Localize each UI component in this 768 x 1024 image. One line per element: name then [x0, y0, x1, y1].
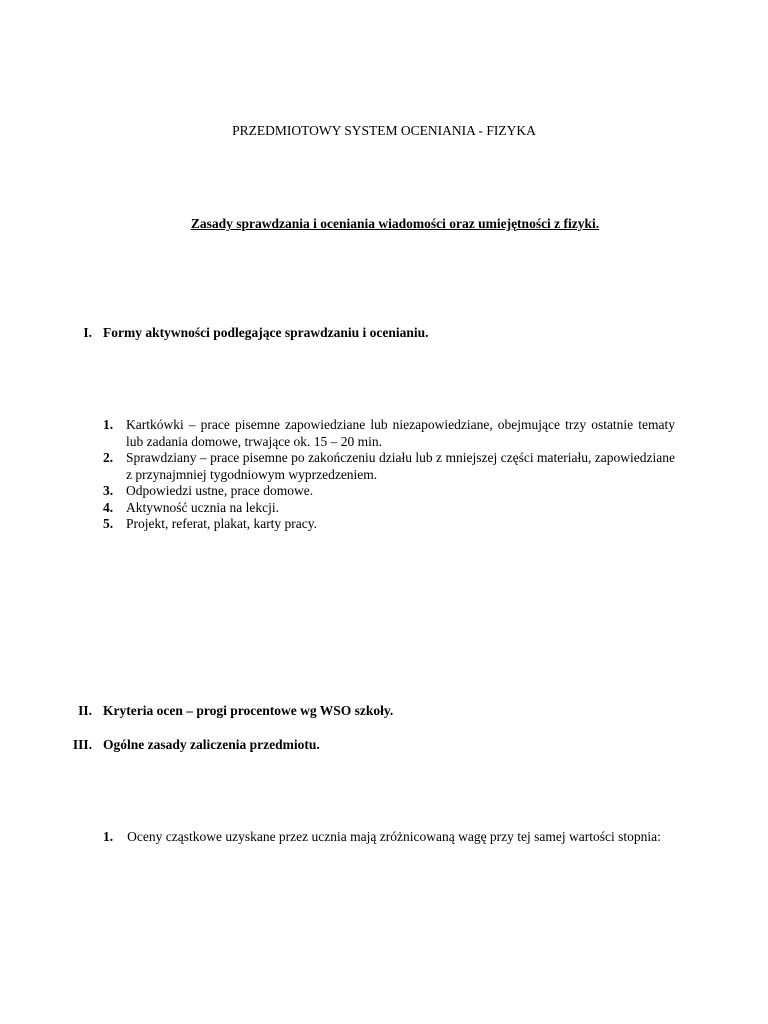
list-item-text: Odpowiedzi ustne, prace domowe.: [126, 483, 314, 498]
section-number: II.: [78, 703, 92, 718]
list-item: [103, 417, 675, 450]
list-item-number: 1.: [103, 417, 114, 432]
list-item-number: 4.: [103, 499, 114, 515]
list-item-text: Aktywność ucznia na lekcji.: [126, 499, 279, 515]
list-item-number: 5.: [103, 516, 114, 531]
list-item-number: 2.: [103, 450, 114, 465]
section-title: Ogólne zasady zaliczenia przedmiotu.: [103, 737, 320, 752]
list-item-text: Sprawdziany – prace pisemne po zakończeniu działu lub z mniejszej części materiału, zapowiedziane z przynajmniej tygodniowym wyprzedzeniem.: [126, 450, 675, 482]
document-subtitle: Zasady sprawdzania i oceniania wiadomości oraz umiejętności z fizyki.: [190, 216, 600, 231]
section-number: I.: [83, 325, 92, 340]
section-title: Formy aktywności podlegające sprawdzaniu i ocenianiu.: [103, 325, 429, 340]
paragraph-number: 1.: [103, 829, 114, 844]
paragraph-text: Oceny cząstkowe uzyskane przez ucznia mają zróżnicowaną wagę przy tej samej wartości stopnia:: [127, 829, 661, 844]
forms-list: [103, 417, 675, 533]
list-item-text: Kartkówki – prace pisemne zapowiedziane lub niezapowiedziane, obejmujące trzy ostatnie tematy lub zadania domowe, trwające ok. 15 – 20 min.: [126, 417, 675, 449]
rules-paragraph: [103, 829, 675, 846]
list-item-text: Projekt, referat, plakat, karty pracy.: [126, 516, 318, 531]
list-item: [103, 516, 675, 533]
section-number: III.: [72, 737, 92, 752]
document-title: PRZEDMIOTOWY SYSTEM OCENIANIA - FIZYKA: [232, 123, 536, 138]
list-item: [103, 450, 675, 483]
list-item: [103, 483, 675, 500]
list-item: [103, 500, 675, 517]
section-title: Kryteria ocen – progi procentowe wg WSO szkoły.: [103, 703, 394, 718]
list-item-number: 3.: [103, 483, 114, 498]
